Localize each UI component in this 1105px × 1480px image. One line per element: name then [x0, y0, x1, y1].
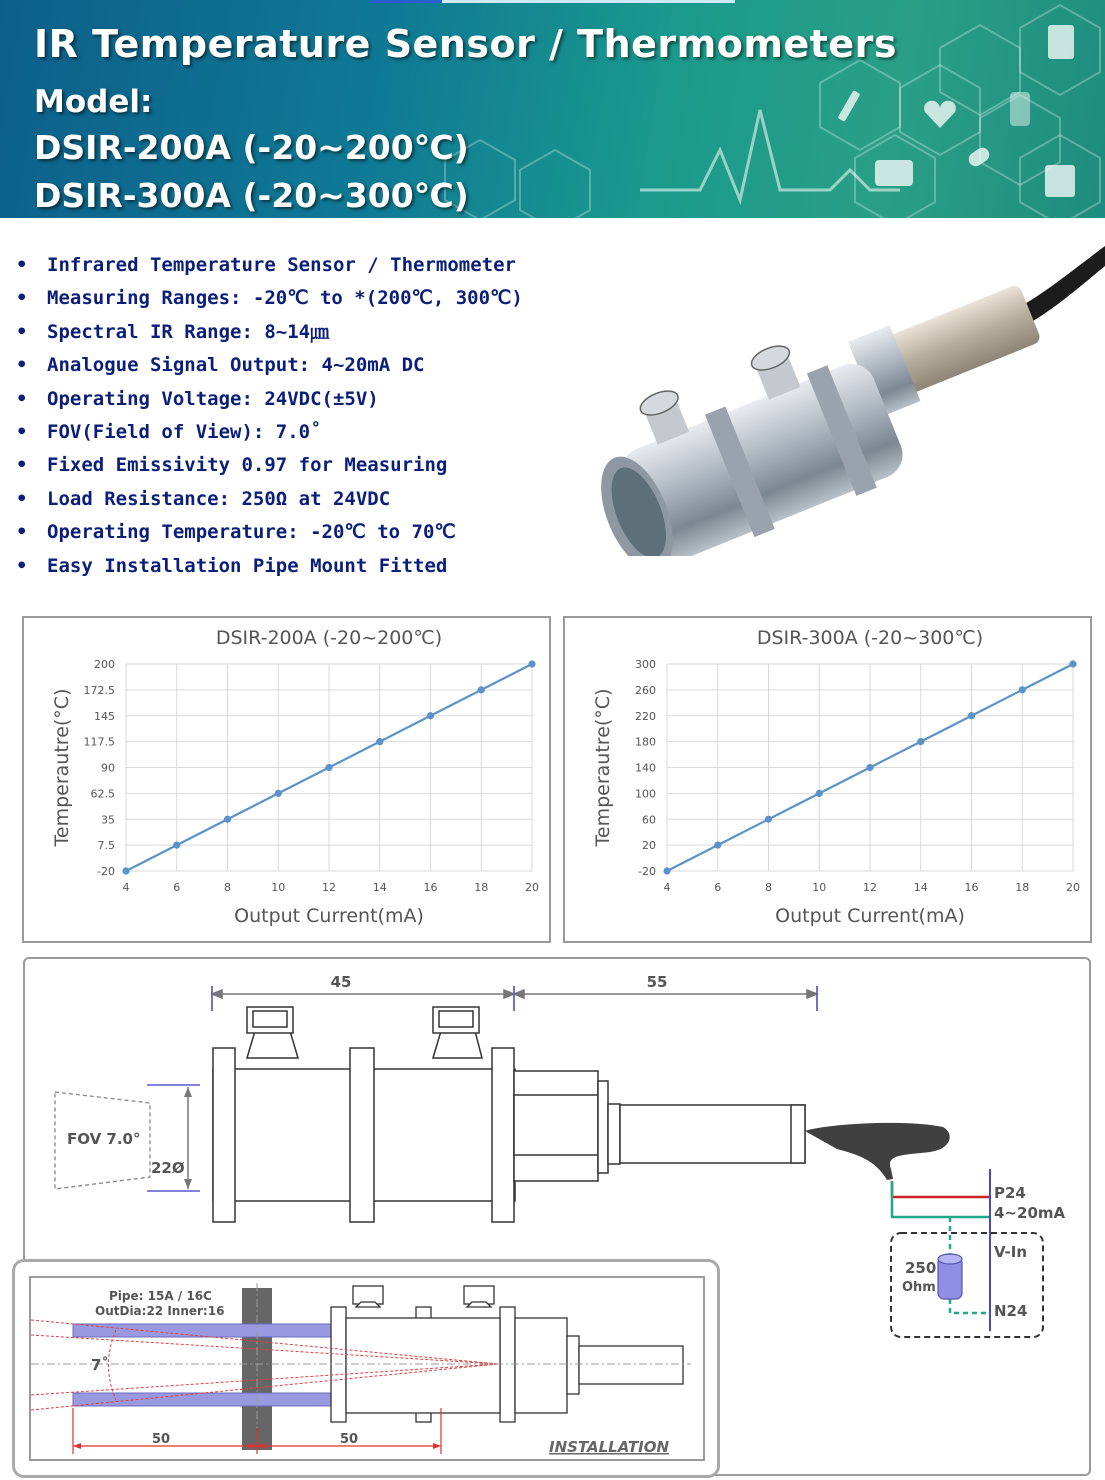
- y-tick-label: 60: [642, 813, 656, 827]
- x-tick-label: 16: [964, 881, 979, 894]
- x-tick-label: 4: [663, 881, 671, 894]
- y-tick-label: -20: [638, 865, 656, 878]
- x-tick-label: 20: [525, 881, 539, 894]
- fov-label: FOV 7.0°: [67, 1130, 141, 1148]
- data-point: [663, 867, 670, 874]
- chart-title: DSIR-200A (-20~200℃): [215, 627, 443, 649]
- header-banner: [0, 0, 1105, 218]
- x-axis-label: Output Current(mA): [775, 905, 965, 927]
- calibration-chart-200a: [24, 618, 549, 941]
- y-tick-label: 172.5: [83, 683, 115, 697]
- installation-frame: [29, 1276, 705, 1461]
- y-tick-label: 300: [635, 658, 656, 671]
- installation-caption: INSTALLATION: [549, 1438, 670, 1456]
- data-point: [325, 764, 332, 771]
- x-tick-label: 8: [224, 881, 231, 894]
- data-point: [376, 738, 383, 745]
- y-tick-label: 7.5: [97, 839, 115, 853]
- y-tick-label: -20: [97, 865, 115, 878]
- installation-drawing: [31, 1278, 703, 1459]
- data-point: [122, 867, 129, 874]
- x-tick-label: 4: [122, 881, 130, 894]
- y-tick-label: 62.5: [90, 787, 115, 801]
- data-point: [968, 712, 975, 719]
- x-tick-label: 14: [372, 881, 387, 894]
- x-tick-label: 18: [1015, 881, 1030, 894]
- resistor-value-label: 250: [905, 1259, 937, 1277]
- feature-item: • Measuring Ranges: -20℃ to *(200℃, 300℃): [16, 283, 523, 316]
- data-point: [1019, 686, 1026, 693]
- y-tick-label: 100: [635, 787, 656, 801]
- dim-55-label: 55: [646, 973, 668, 991]
- bullet-icon: •: [16, 554, 28, 577]
- wire-n24-label: N24: [994, 1302, 1028, 1320]
- feature-item: • Load Resistance: 250Ω at 24VDC: [16, 484, 523, 517]
- wire-signal-label: 4~20mA: [994, 1204, 1066, 1222]
- banner-model-1: DSIR-200A (-20~200℃): [34, 128, 469, 167]
- wire-vin-label: V-In: [994, 1243, 1028, 1261]
- install-dim-right: 50: [339, 1432, 359, 1447]
- feature-item: • Easy Installation Pipe Mount Fitted: [16, 551, 523, 584]
- feature-item: • Fixed Emissivity 0.97 for Measuring: [16, 450, 523, 483]
- y-tick-label: 20: [642, 839, 656, 853]
- feature-item: • Analogue Signal Output: 4~20mA DC: [16, 350, 523, 383]
- data-point: [275, 790, 282, 797]
- x-tick-label: 14: [913, 881, 928, 894]
- resistor-unit-label: Ohm: [902, 1280, 936, 1295]
- feature-item: • Spectral IR Range: 8~14㎛: [16, 317, 523, 350]
- x-tick-label: 20: [1066, 881, 1080, 894]
- bullet-icon: •: [16, 420, 28, 443]
- feature-item: • Operating Temperature: -20℃ to 70℃: [16, 517, 523, 550]
- y-tick-label: 140: [635, 761, 656, 775]
- bullet-icon: •: [16, 254, 28, 276]
- y-tick-label: 117.5: [83, 735, 115, 749]
- feature-list: [16, 250, 523, 584]
- x-tick-label: 10: [271, 881, 286, 894]
- banner-model-2: DSIR-300A (-20~300℃): [34, 176, 469, 215]
- dim-45-label: 45: [330, 973, 352, 991]
- data-point: [917, 738, 924, 745]
- bullet-icon: •: [16, 487, 28, 510]
- bullet-icon: •: [16, 354, 28, 377]
- data-point: [866, 764, 873, 771]
- data-point: [714, 842, 721, 849]
- banner-title: IR Temperature Sensor / Thermometers: [34, 22, 898, 66]
- data-point: [427, 712, 434, 719]
- y-tick-label: 220: [635, 709, 656, 723]
- y-tick-label: 180: [635, 735, 656, 749]
- y-axis-label: Temperautre(°C): [592, 688, 614, 847]
- y-tick-label: 145: [94, 709, 115, 723]
- feature-item: • Operating Voltage: 24VDC(±5V): [16, 384, 523, 417]
- chart-panel-dsir-300a: [563, 616, 1092, 943]
- y-tick-label: 200: [94, 658, 115, 671]
- y-tick-label: 35: [101, 813, 115, 827]
- data-point: [1069, 660, 1076, 667]
- sensor-product-image: [578, 236, 1105, 556]
- y-tick-label: 260: [635, 683, 656, 697]
- chart-panel-dsir-200a: [22, 616, 551, 943]
- x-tick-label: 16: [423, 881, 438, 894]
- data-point: [765, 816, 772, 823]
- x-tick-label: 18: [474, 881, 489, 894]
- y-tick-label: 90: [101, 761, 115, 775]
- x-tick-label: 8: [765, 881, 772, 894]
- install-dim-left: 50: [151, 1432, 171, 1447]
- feature-item: • FOV(Field of View): 7.0˚: [16, 417, 523, 450]
- calibration-chart-300a: [565, 618, 1090, 941]
- data-point: [528, 660, 535, 667]
- x-tick-label: 6: [173, 881, 181, 894]
- bullet-icon: •: [16, 287, 28, 310]
- x-tick-label: 6: [714, 881, 722, 894]
- diameter-label: 22Ø: [151, 1159, 185, 1177]
- installation-panel: [12, 1259, 720, 1478]
- data-point: [478, 686, 485, 693]
- data-point: [816, 790, 823, 797]
- x-tick-label: 12: [322, 881, 336, 894]
- x-tick-label: 10: [812, 881, 827, 894]
- x-axis-label: Output Current(mA): [234, 905, 424, 927]
- wire-p24-label: P24: [994, 1184, 1026, 1202]
- pipe-spec-line1: Pipe: 15A / 16C: [109, 1289, 212, 1303]
- banner-model-label: Model:: [34, 84, 153, 120]
- installation-angle-label: 7˚: [91, 1356, 109, 1374]
- pipe-spec-line2: OutDia:22 Inner:16: [95, 1304, 225, 1318]
- feature-item: • Infrared Temperature Sensor / Thermometer: [16, 250, 523, 283]
- bullet-icon: •: [16, 521, 28, 544]
- bullet-icon: •: [16, 320, 28, 343]
- chart-title: DSIR-300A (-20~300℃): [756, 627, 984, 649]
- bullet-icon: •: [16, 387, 28, 410]
- bullet-icon: •: [16, 454, 28, 477]
- x-tick-label: 12: [863, 881, 877, 894]
- data-point: [224, 816, 231, 823]
- y-axis-label: Temperautre(°C): [51, 688, 73, 847]
- data-point: [173, 842, 180, 849]
